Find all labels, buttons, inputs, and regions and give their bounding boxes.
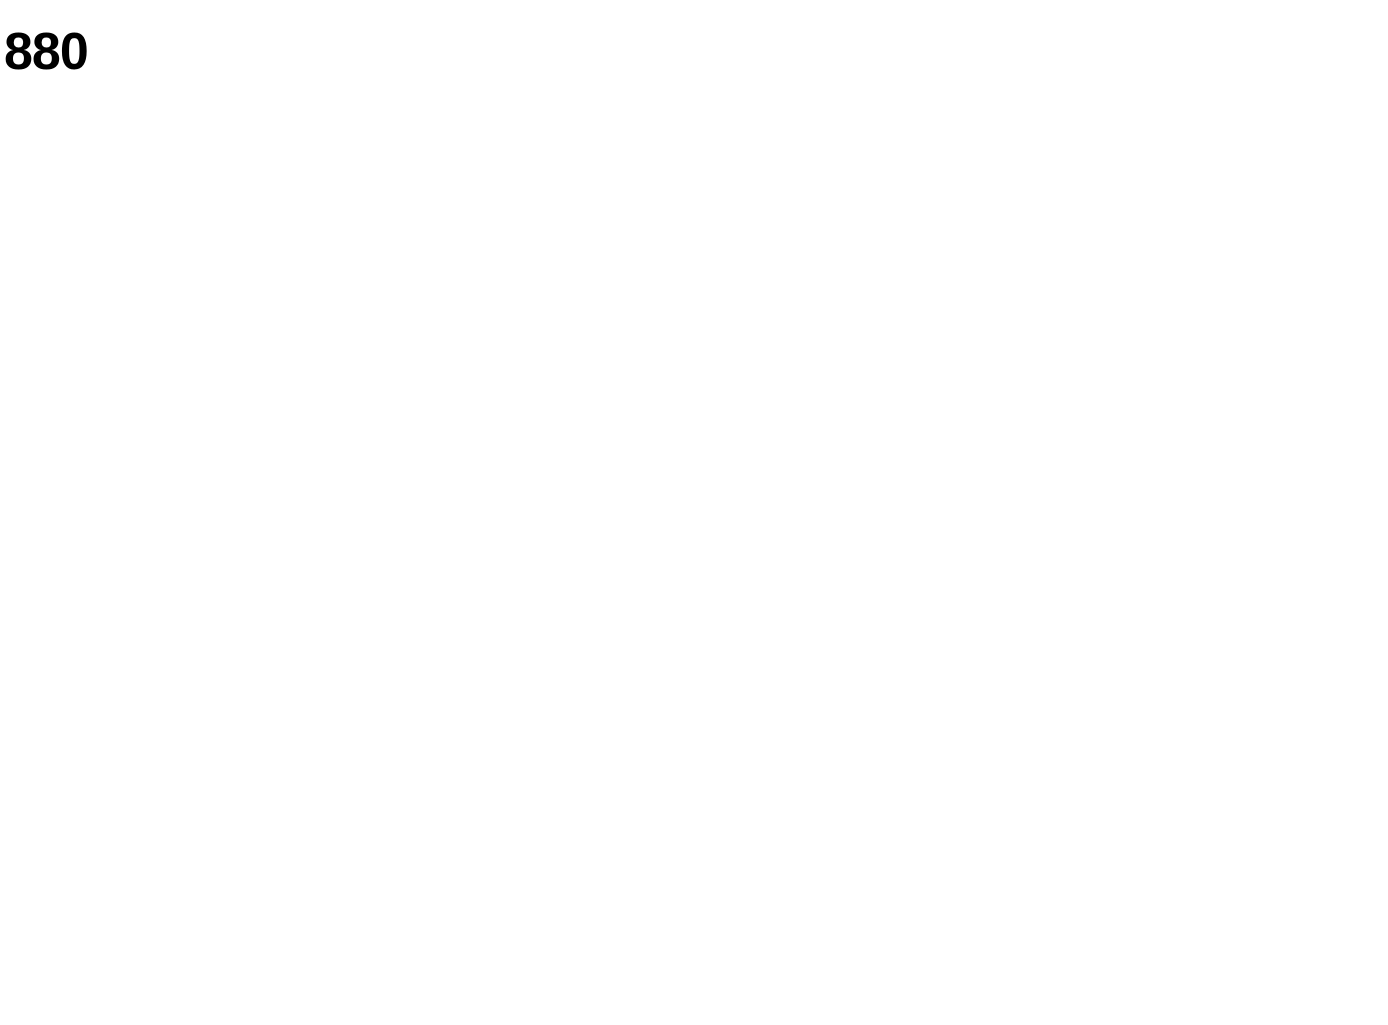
- text-line: [233, 594, 435, 616]
- text-line: [4, 158, 226, 180]
- text-line: [233, 572, 435, 594]
- text-line: [664, 902, 886, 924]
- text-line: [916, 880, 1138, 902]
- text-line: [664, 638, 886, 660]
- text-line: [4, 950, 226, 972]
- text-line: [233, 748, 435, 770]
- text-line: [4, 202, 226, 224]
- text-line: [1170, 88, 1384, 110]
- text-line: [664, 814, 886, 836]
- text-line: [463, 418, 661, 440]
- text-line: [916, 638, 1138, 660]
- text-line: [4, 620, 226, 642]
- text-line: [4, 466, 226, 488]
- text-line: [664, 726, 886, 748]
- text-line: [1170, 110, 1384, 132]
- text-line: [233, 814, 435, 836]
- text-line: [4, 92, 226, 114]
- text-line: [664, 220, 886, 242]
- text-line: [1170, 176, 1384, 198]
- text-line: [463, 550, 661, 572]
- text-line: [916, 110, 1138, 132]
- text-line: [916, 154, 1138, 176]
- text-line: [664, 110, 886, 132]
- text-line: [4, 928, 226, 950]
- text-line: [463, 374, 661, 396]
- text-line: [4, 400, 226, 422]
- text-line: [463, 924, 661, 946]
- text-line: [463, 880, 661, 902]
- text-line: [916, 286, 1138, 308]
- text-line: [463, 396, 661, 418]
- text-line: [233, 484, 435, 506]
- text-line: [4, 796, 226, 818]
- column-6: [1170, 0, 1384, 1025]
- text-line: [916, 682, 1138, 704]
- text-line: [463, 66, 661, 88]
- text-line: [463, 198, 661, 220]
- text-line: [463, 638, 661, 660]
- text-line: [664, 550, 886, 572]
- column-5: [916, 0, 1138, 1025]
- text-line: [664, 858, 886, 880]
- text-line: [463, 484, 661, 506]
- text-line: [4, 840, 226, 862]
- text-line: [664, 286, 886, 308]
- text-line: [233, 682, 435, 704]
- text-line: [664, 66, 886, 88]
- text-line: [1170, 154, 1384, 176]
- text-line: [233, 792, 435, 814]
- text-line: [463, 792, 661, 814]
- text-line: [916, 352, 1138, 374]
- text-line: [4, 422, 226, 444]
- text-line: [463, 770, 661, 792]
- text-line: [233, 154, 435, 176]
- text-line: [664, 242, 886, 264]
- text-line: [233, 836, 435, 858]
- text-line: [4, 180, 226, 202]
- text-line: [664, 440, 886, 462]
- text-line: [4, 708, 226, 730]
- text-line: [233, 88, 435, 110]
- text-line: [463, 704, 661, 726]
- text-line: [463, 176, 661, 198]
- text-line: [664, 660, 886, 682]
- text-line: [1170, 396, 1384, 418]
- text-line: [4, 334, 226, 356]
- text-line: [233, 704, 435, 726]
- text-line: [463, 726, 661, 748]
- text-block: [233, 0, 435, 968]
- text-line: [664, 352, 886, 374]
- text-line: [664, 330, 886, 352]
- text-line: [1170, 242, 1384, 264]
- text-line: [916, 572, 1138, 594]
- text-line: [233, 440, 435, 462]
- text-line: [463, 110, 661, 132]
- text-line: [916, 440, 1138, 462]
- text-line: [463, 660, 661, 682]
- text-line: [1170, 308, 1384, 330]
- text-block: [1170, 0, 1384, 418]
- text-line: [4, 642, 226, 664]
- text-block: [4, 92, 226, 994]
- text-line: [916, 462, 1138, 484]
- text-line: [4, 290, 226, 312]
- text-line: [463, 814, 661, 836]
- text-line: [233, 462, 435, 484]
- text-line: [233, 858, 435, 880]
- text-line: [463, 528, 661, 550]
- text-line: [233, 220, 435, 242]
- text-line: [664, 484, 886, 506]
- text-line: [916, 198, 1138, 220]
- text-line: [233, 660, 435, 682]
- text-line: [916, 484, 1138, 506]
- text-line: [4, 246, 226, 268]
- text-line: [463, 594, 661, 616]
- text-line: [916, 594, 1138, 616]
- text-line: [233, 550, 435, 572]
- text-line: [463, 946, 661, 968]
- text-line: [4, 444, 226, 466]
- text-line: [233, 418, 435, 440]
- text-line: [4, 818, 226, 840]
- text-line: [4, 774, 226, 796]
- text-line: [463, 572, 661, 594]
- text-line: [4, 664, 226, 686]
- text-line: [664, 946, 886, 968]
- text-line: [463, 902, 661, 924]
- text-block: [664, 0, 886, 968]
- text-line: [916, 748, 1138, 770]
- text-line: [916, 550, 1138, 572]
- text-line: [463, 836, 661, 858]
- text-line: [233, 726, 435, 748]
- text-line: [463, 462, 661, 484]
- text-line: [4, 884, 226, 906]
- text-line: [664, 682, 886, 704]
- text-line: [463, 88, 661, 110]
- text-line: [233, 902, 435, 924]
- text-line: [1170, 66, 1384, 88]
- text-line: [4, 862, 226, 884]
- text-line: [916, 704, 1138, 726]
- text-line: [664, 198, 886, 220]
- text-line: [664, 22, 886, 44]
- text-line: [916, 0, 1138, 22]
- text-line: [233, 352, 435, 374]
- text-line: [1170, 286, 1384, 308]
- text-line: [1170, 264, 1384, 286]
- page-title: 880: [4, 23, 88, 81]
- text-line: [463, 286, 661, 308]
- text-line: [4, 598, 226, 620]
- text-line: [664, 924, 886, 946]
- text-line: [664, 154, 886, 176]
- text-line: [233, 638, 435, 660]
- text-line: [664, 308, 886, 330]
- text-line: [916, 44, 1138, 66]
- text-line: [233, 330, 435, 352]
- text-line: [4, 972, 226, 994]
- text-line: [916, 836, 1138, 858]
- text-line: [664, 572, 886, 594]
- text-line: [4, 224, 226, 246]
- text-line: [1170, 132, 1384, 154]
- text-line: [1170, 374, 1384, 396]
- text-line: [463, 308, 661, 330]
- text-line: [916, 858, 1138, 880]
- text-line: [463, 330, 661, 352]
- text-line: [233, 880, 435, 902]
- text-line: [916, 770, 1138, 792]
- text-line: [4, 136, 226, 158]
- column-2: [233, 0, 435, 1025]
- text-line: [664, 396, 886, 418]
- text-line: [664, 880, 886, 902]
- text-block: [463, 0, 661, 968]
- text-line: [916, 66, 1138, 88]
- text-line: [463, 0, 661, 22]
- text-line: [916, 132, 1138, 154]
- text-line: [916, 946, 1138, 968]
- text-line: [233, 506, 435, 528]
- text-line: [233, 286, 435, 308]
- text-line: [233, 946, 435, 968]
- text-line: [916, 22, 1138, 44]
- text-line: [233, 66, 435, 88]
- text-line: [4, 510, 226, 532]
- text-line: [4, 554, 226, 576]
- text-line: [4, 356, 226, 378]
- text-line: [463, 264, 661, 286]
- text-line: [664, 748, 886, 770]
- text-line: [463, 242, 661, 264]
- text-line: [664, 132, 886, 154]
- text-line: [233, 44, 435, 66]
- text-line: [664, 704, 886, 726]
- text-line: [1170, 330, 1384, 352]
- text-line: [916, 242, 1138, 264]
- text-line: [916, 506, 1138, 528]
- text-line: [463, 858, 661, 880]
- text-line: [233, 242, 435, 264]
- text-line: [233, 308, 435, 330]
- text-line: [233, 132, 435, 154]
- text-line: [4, 268, 226, 290]
- text-line: [916, 528, 1138, 550]
- text-line: [664, 374, 886, 396]
- text-line: [916, 220, 1138, 242]
- text-line: [1170, 44, 1384, 66]
- text-line: [4, 312, 226, 334]
- text-line: [916, 660, 1138, 682]
- text-line: [1170, 198, 1384, 220]
- text-line: [463, 352, 661, 374]
- text-line: [664, 176, 886, 198]
- text-line: [664, 528, 886, 550]
- text-line: [664, 44, 886, 66]
- text-line: [916, 374, 1138, 396]
- text-line: [463, 154, 661, 176]
- text-line: [463, 506, 661, 528]
- text-line: [4, 752, 226, 774]
- text-line: [233, 110, 435, 132]
- text-line: [463, 22, 661, 44]
- column-4: [664, 0, 886, 1025]
- text-line: [4, 686, 226, 708]
- text-line: [4, 378, 226, 400]
- text-line: [463, 440, 661, 462]
- text-line: [463, 44, 661, 66]
- text-line: [916, 726, 1138, 748]
- text-line: [664, 836, 886, 858]
- text-line: [463, 682, 661, 704]
- text-line: [233, 396, 435, 418]
- text-line: [664, 0, 886, 22]
- text-line: [916, 396, 1138, 418]
- text-line: [916, 792, 1138, 814]
- text-line: [664, 594, 886, 616]
- column-3: [463, 0, 661, 1025]
- text-line: [664, 88, 886, 110]
- text-line: [664, 616, 886, 638]
- text-line: [233, 924, 435, 946]
- text-line: [916, 264, 1138, 286]
- text-line: [916, 330, 1138, 352]
- text-line: [233, 616, 435, 638]
- text-line: [664, 770, 886, 792]
- text-line: [664, 792, 886, 814]
- text-line: [916, 902, 1138, 924]
- text-line: [916, 814, 1138, 836]
- text-line: [664, 418, 886, 440]
- text-line: [4, 730, 226, 752]
- text-line: [233, 264, 435, 286]
- text-line: [1170, 0, 1384, 22]
- text-line: [4, 114, 226, 136]
- text-line: [916, 924, 1138, 946]
- text-line: [4, 488, 226, 510]
- text-line: [463, 132, 661, 154]
- column-1: [4, 0, 226, 1025]
- text-line: [233, 22, 435, 44]
- text-line: [233, 176, 435, 198]
- text-line: [1170, 352, 1384, 374]
- text-line: [463, 748, 661, 770]
- text-line: [233, 198, 435, 220]
- text-line: [463, 220, 661, 242]
- text-line: [1170, 22, 1384, 44]
- text-line: [916, 616, 1138, 638]
- text-line: [4, 576, 226, 598]
- text-line: [4, 532, 226, 554]
- text-line: [664, 462, 886, 484]
- text-line: [463, 616, 661, 638]
- text-block: [916, 0, 1138, 968]
- text-line: [233, 374, 435, 396]
- text-line: [664, 506, 886, 528]
- text-line: [233, 528, 435, 550]
- text-line: [916, 176, 1138, 198]
- text-line: [233, 770, 435, 792]
- text-line: [233, 0, 435, 22]
- text-line: [916, 418, 1138, 440]
- text-line: [916, 88, 1138, 110]
- text-line: [1170, 220, 1384, 242]
- text-line: [664, 264, 886, 286]
- text-line: [4, 906, 226, 928]
- text-line: [916, 308, 1138, 330]
